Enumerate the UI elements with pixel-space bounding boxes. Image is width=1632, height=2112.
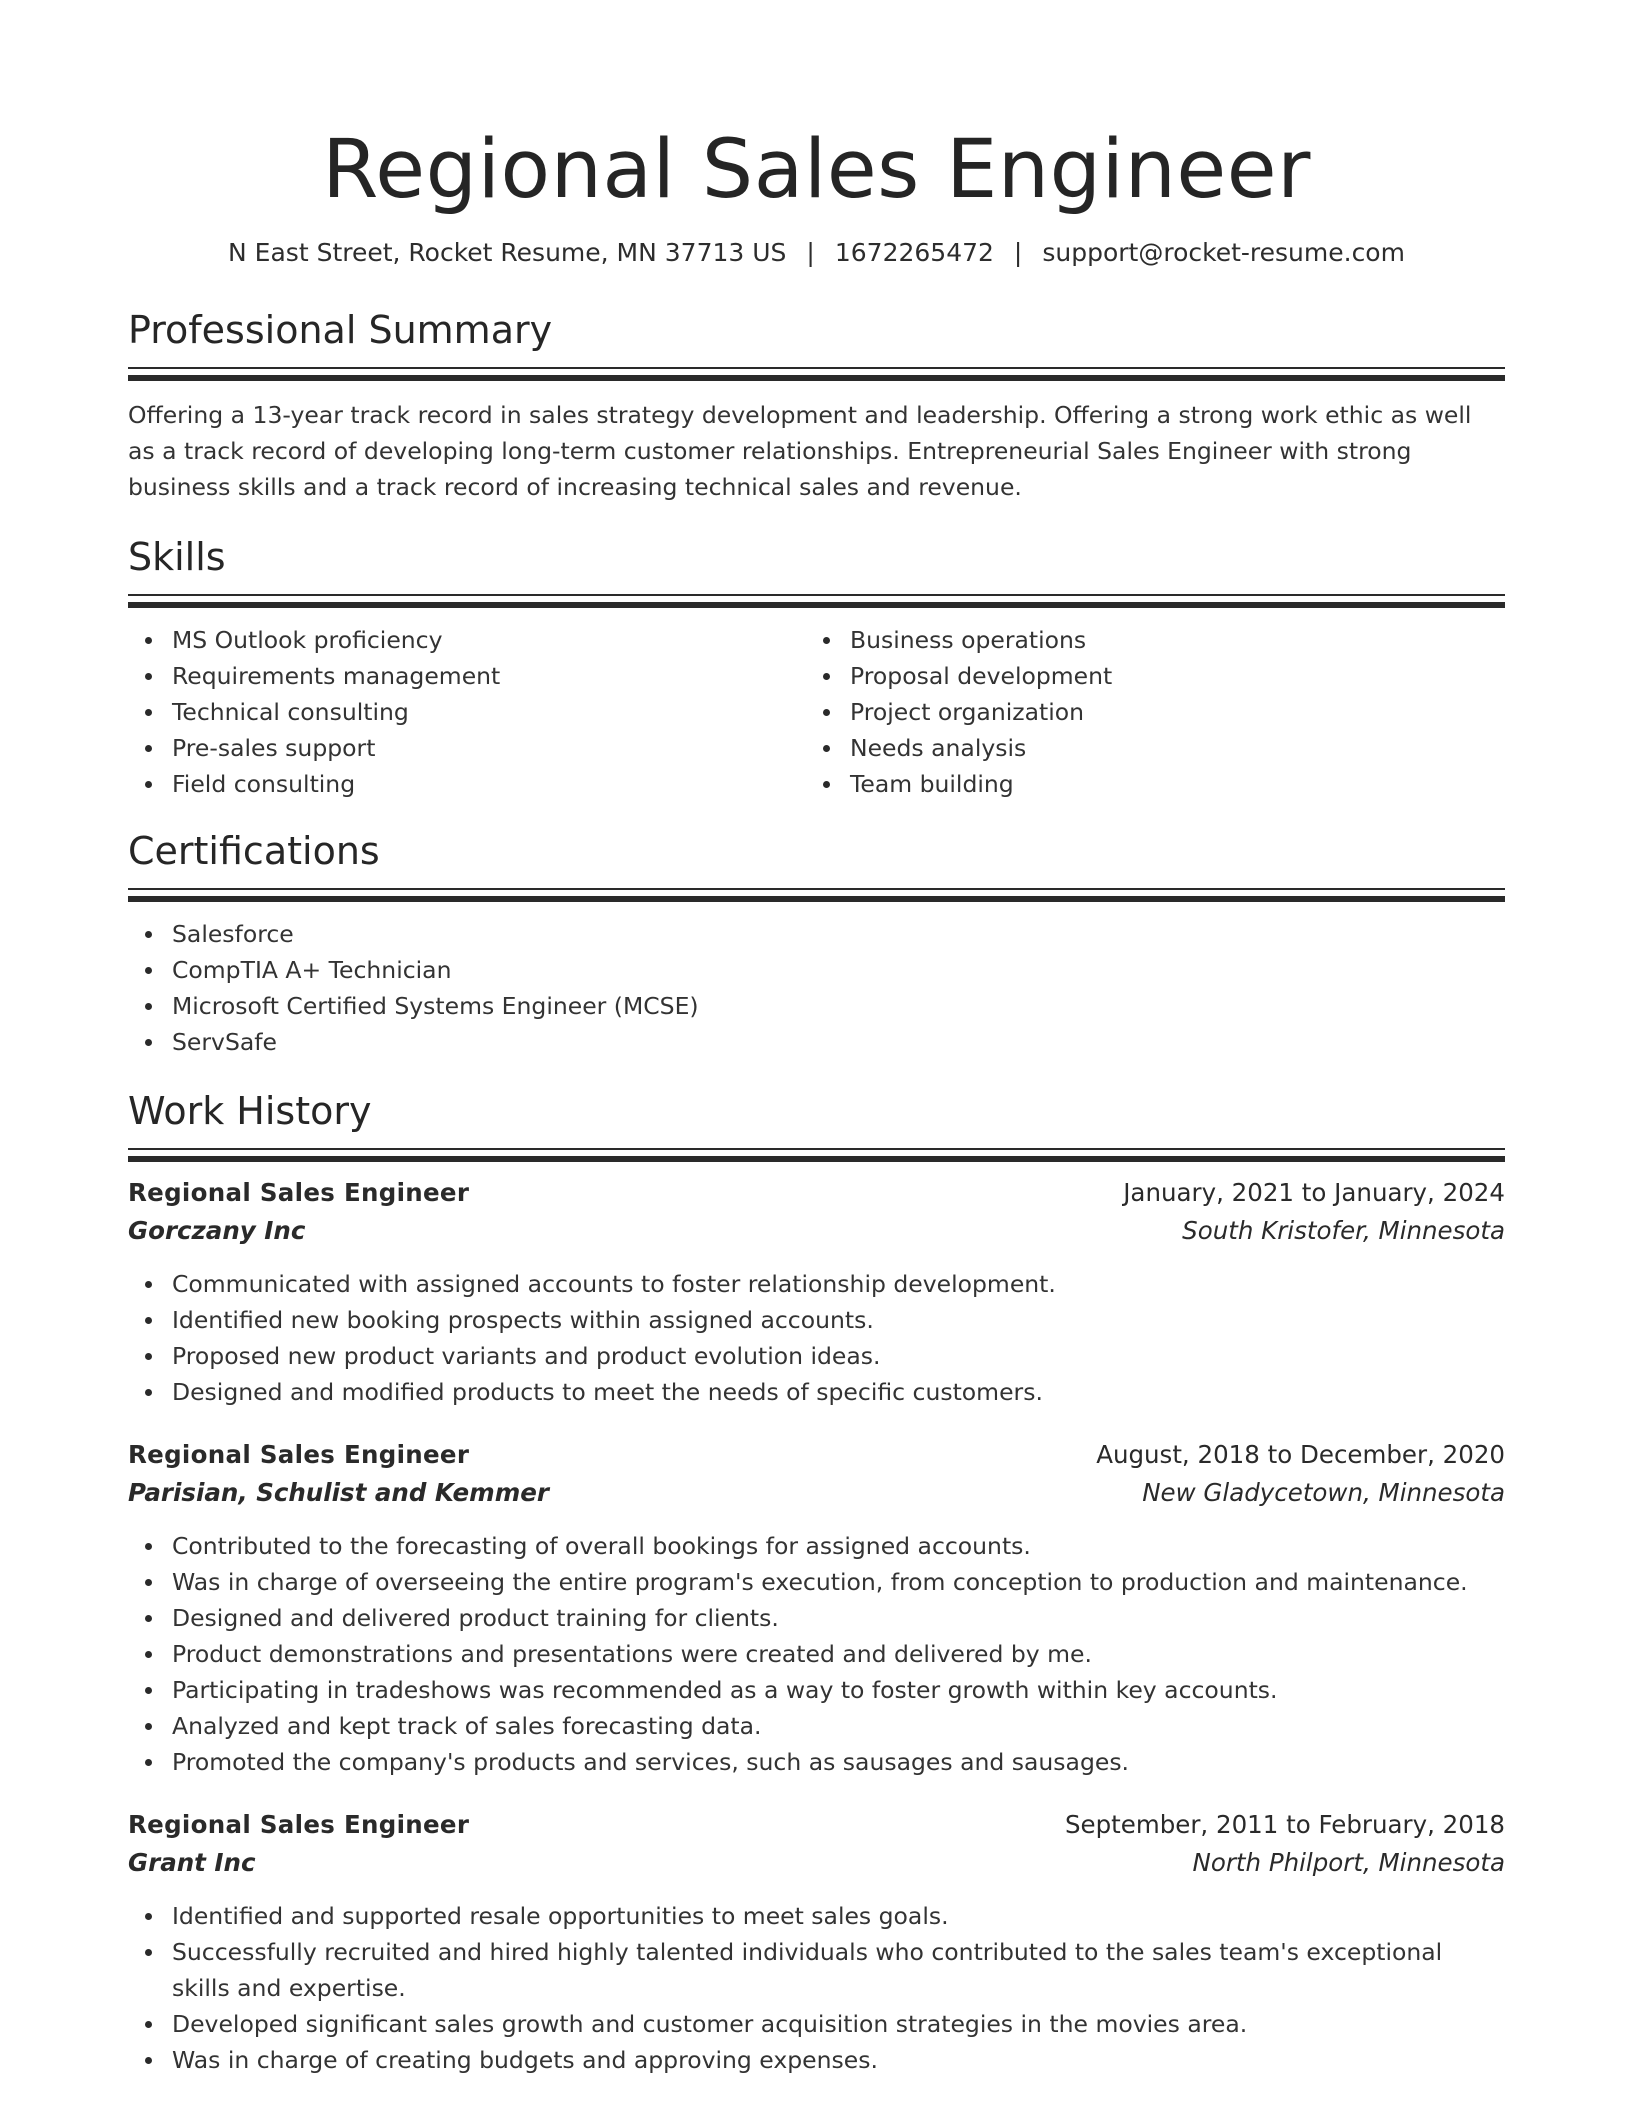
job-location: North Philport, Minnesota bbox=[1192, 1848, 1505, 1877]
job-company: Parisian, Schulist and Kemmer bbox=[128, 1478, 549, 1507]
list-item: Technical consulting bbox=[172, 694, 806, 730]
list-item: Identified new booking prospects within assigned accounts. bbox=[172, 1302, 1505, 1338]
job-title: Regional Sales Engineer bbox=[128, 1440, 470, 1469]
section-divider bbox=[128, 594, 1505, 596]
section-title-summary: Professional Summary bbox=[128, 308, 553, 352]
section-divider-thick bbox=[128, 1156, 1505, 1162]
job-company: Grant Inc bbox=[128, 1848, 256, 1877]
skills-list-left bbox=[128, 622, 806, 802]
list-item: Developed significant sales growth and customer acquisition strategies in the movies area. bbox=[172, 2006, 1505, 2042]
job-bullets bbox=[128, 1898, 1505, 2078]
list-item: Identified and supported resale opportunities to meet sales goals. bbox=[172, 1898, 1505, 1934]
section-divider-thick bbox=[128, 896, 1505, 902]
certifications-section bbox=[128, 828, 1505, 1060]
list-item: Needs analysis bbox=[850, 730, 1484, 766]
contact-separator: | bbox=[806, 238, 815, 267]
job-dates: January, 2021 to January, 2024 bbox=[1123, 1178, 1505, 1207]
list-item: Field consulting bbox=[172, 766, 806, 802]
candidate-name: Regional Sales Engineer bbox=[322, 123, 1311, 217]
contact-email: support@rocket-resume.com bbox=[1042, 238, 1405, 267]
job-location: New Gladycetown, Minnesota bbox=[1142, 1478, 1505, 1507]
job-title: Regional Sales Engineer bbox=[128, 1810, 470, 1839]
list-item: ServSafe bbox=[172, 1024, 1505, 1060]
section-divider bbox=[128, 1148, 1505, 1150]
list-item: Requirements management bbox=[172, 658, 806, 694]
summary-text: Offering a 13-year track record in sales strategy development and leadership. Offering a strong work ethic as well as a track record of developing long-term customer relationships. Entrepreneurial Sales Engineer with strong business skills and a track record of increasing technical sales and revenue. bbox=[128, 401, 1472, 501]
job-bullets bbox=[128, 1266, 1505, 1410]
job-title: Regional Sales Engineer bbox=[128, 1178, 470, 1207]
contact-phone: 1672265472 bbox=[834, 238, 994, 267]
list-item: Business operations bbox=[850, 622, 1484, 658]
list-item: Was in charge of overseeing the entire program's execution, from conception to production and maintenance. bbox=[172, 1564, 1505, 1600]
certifications-list bbox=[128, 916, 1505, 1060]
list-item: Analyzed and kept track of sales forecasting data. bbox=[172, 1708, 1505, 1744]
summary-section bbox=[128, 307, 1505, 505]
list-item: Product demonstrations and presentations were created and delivered by me. bbox=[172, 1636, 1505, 1672]
list-item: Was in charge of creating budgets and approving expenses. bbox=[172, 2042, 1505, 2078]
skills-column-right bbox=[806, 622, 1484, 802]
job-dates: September, 2011 to February, 2018 bbox=[1064, 1810, 1505, 1839]
section-title-certifications: Certifications bbox=[128, 829, 380, 873]
skills-grid bbox=[128, 622, 1505, 802]
list-item: Designed and delivered product training for clients. bbox=[172, 1600, 1505, 1636]
list-item: Project organization bbox=[850, 694, 1484, 730]
list-item: Microsoft Certified Systems Engineer (MCSE) bbox=[172, 988, 1505, 1024]
list-item: Designed and modified products to meet the needs of specific customers. bbox=[172, 1374, 1505, 1410]
resume-header bbox=[128, 122, 1505, 270]
job-subheader bbox=[128, 1212, 1505, 1250]
section-divider bbox=[128, 888, 1505, 890]
list-item: Salesforce bbox=[172, 916, 1505, 952]
section-title-skills: Skills bbox=[128, 535, 226, 579]
work-history-section bbox=[128, 1088, 1505, 2078]
section-divider-thick bbox=[128, 375, 1505, 381]
job-header bbox=[128, 1806, 1505, 1844]
contact-address: N East Street, Rocket Resume, MN 37713 US bbox=[228, 238, 787, 267]
job-header bbox=[128, 1174, 1505, 1212]
job-entry bbox=[128, 1174, 1505, 1410]
list-item: Successfully recruited and hired highly talented individuals who contributed to the sales team's exceptional skills and expertise. bbox=[172, 1934, 1505, 2006]
list-item: Participating in tradeshows was recommended as a way to foster growth within key accounts. bbox=[172, 1672, 1505, 1708]
list-item: Proposal development bbox=[850, 658, 1484, 694]
job-entry bbox=[128, 1436, 1505, 1780]
job-company: Gorczany Inc bbox=[128, 1216, 306, 1245]
contact-separator: | bbox=[1013, 238, 1023, 267]
skills-list-right bbox=[806, 622, 1484, 802]
skills-column-left bbox=[128, 622, 806, 802]
section-divider-thick bbox=[128, 602, 1505, 608]
list-item: CompTIA A+ Technician bbox=[172, 952, 1505, 988]
job-entry bbox=[128, 1806, 1505, 2078]
list-item: MS Outlook proficiency bbox=[172, 622, 806, 658]
list-item: Team building bbox=[850, 766, 1484, 802]
contact-line bbox=[128, 236, 1505, 270]
list-item: Pre-sales support bbox=[172, 730, 806, 766]
list-item: Proposed new product variants and product evolution ideas. bbox=[172, 1338, 1505, 1374]
job-bullets bbox=[128, 1528, 1505, 1780]
list-item: Contributed to the forecasting of overall bookings for assigned accounts. bbox=[172, 1528, 1505, 1564]
job-header bbox=[128, 1436, 1505, 1474]
list-item: Promoted the company's products and services, such as sausages and sausages. bbox=[172, 1744, 1505, 1780]
section-divider bbox=[128, 367, 1505, 369]
job-location: South Kristofer, Minnesota bbox=[1182, 1216, 1505, 1245]
list-item: Communicated with assigned accounts to foster relationship development. bbox=[172, 1266, 1505, 1302]
section-title-work-history: Work History bbox=[128, 1089, 372, 1133]
job-subheader bbox=[128, 1844, 1505, 1882]
skills-section bbox=[128, 534, 1505, 802]
job-subheader bbox=[128, 1474, 1505, 1512]
job-dates: August, 2018 to December, 2020 bbox=[1096, 1440, 1505, 1469]
resume-page bbox=[128, 0, 1505, 2078]
